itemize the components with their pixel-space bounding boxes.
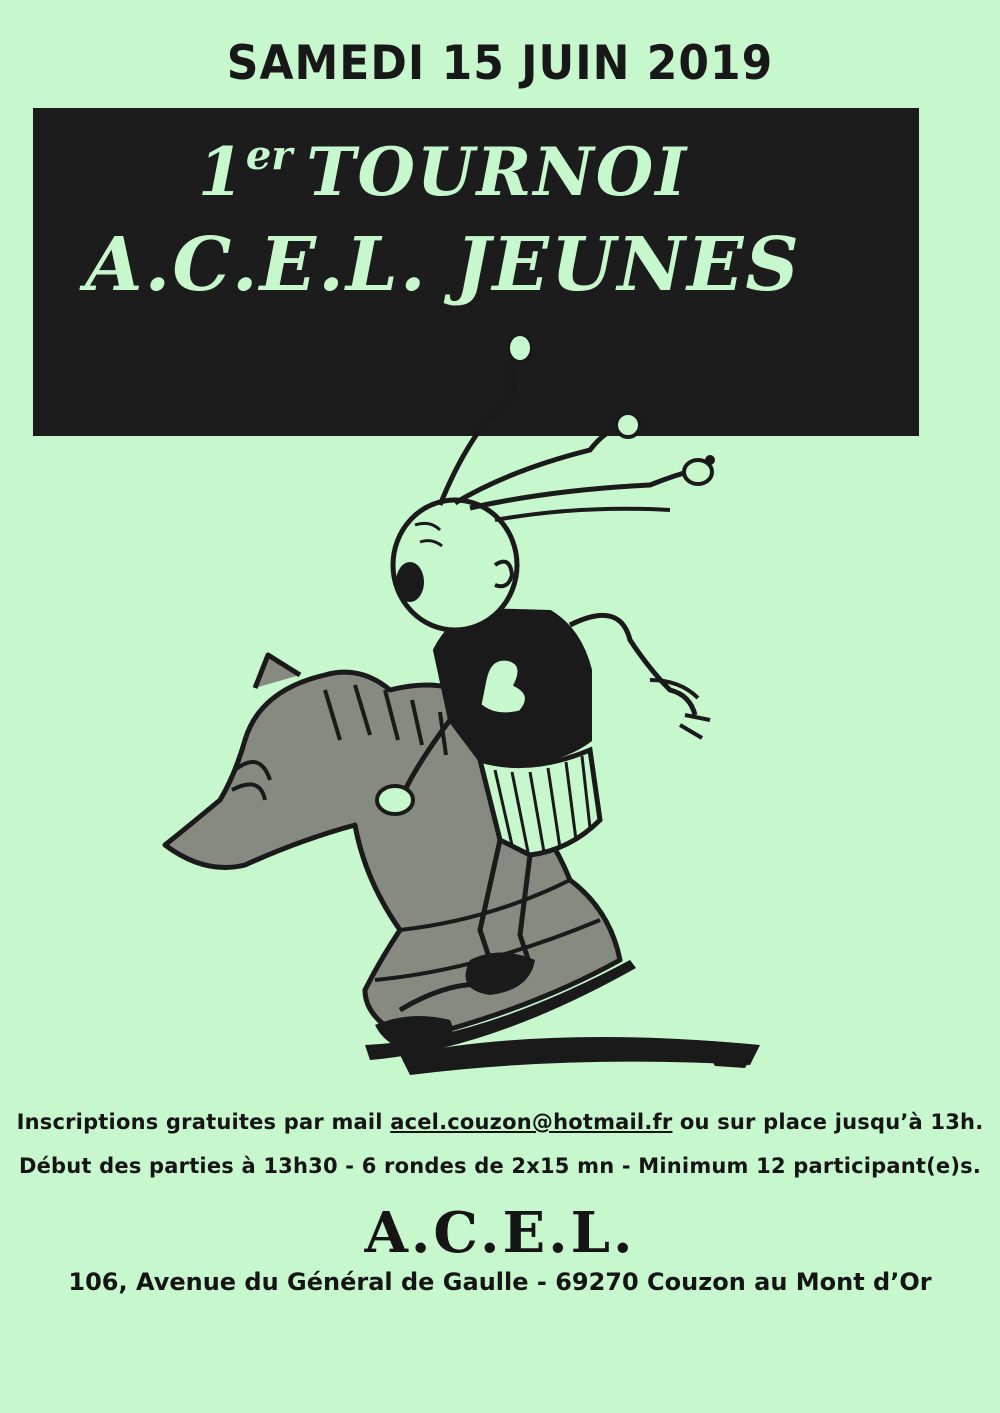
organizer-name: A.C.E.L. bbox=[364, 1200, 636, 1266]
title-line-1 bbox=[0, 132, 886, 211]
registration-text-before: Inscriptions gratuites par mail bbox=[16, 1110, 391, 1134]
registration-text-after: ou sur place jusqu’à 13h. bbox=[672, 1110, 984, 1134]
boy-riding-chess-knight-illustration bbox=[150, 320, 870, 1090]
title-ordinal: 1 bbox=[197, 133, 246, 211]
registration-info bbox=[0, 1110, 1000, 1134]
title-line-2: A.C.E.L. JEUNES bbox=[85, 222, 801, 308]
event-date: SAMEDI 15 JUIN 2019 bbox=[226, 35, 774, 92]
title-ordinal-suffix: er bbox=[245, 132, 293, 179]
organizer-address: 106, Avenue du Général de Gaulle - 69270 Couzon au Mont d’Or bbox=[68, 1268, 932, 1296]
contact-email-link[interactable]: acel.couzon@hotmail.fr bbox=[390, 1110, 673, 1134]
title-word: TOURNOI bbox=[306, 133, 689, 211]
schedule-info: Début des parties à 13h30 - 6 rondes de 2x15 mn - Minimum 12 participant(e)s. bbox=[18, 1154, 982, 1178]
